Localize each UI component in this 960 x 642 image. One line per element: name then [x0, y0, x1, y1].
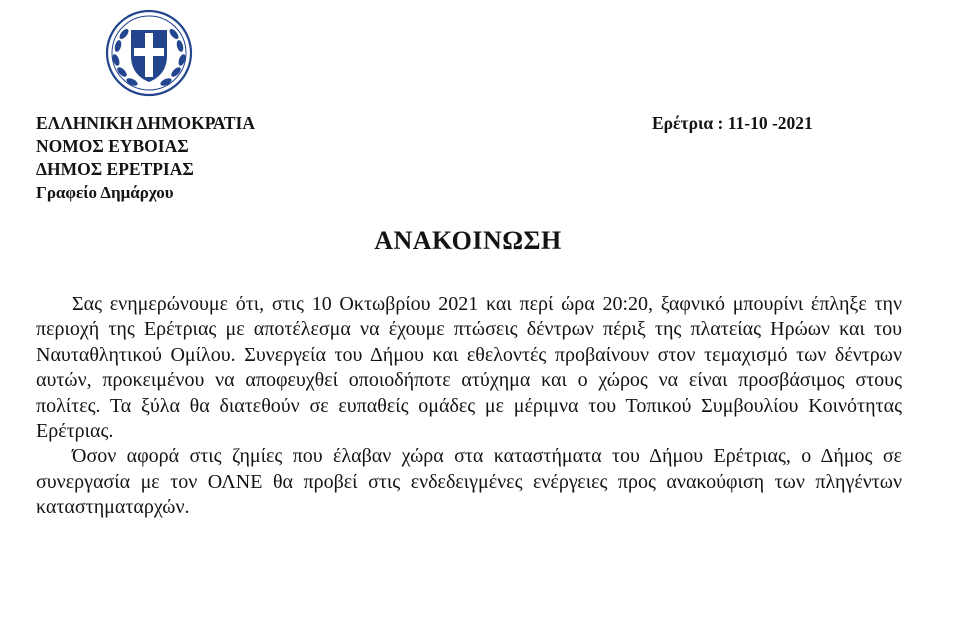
announcement-body — [36, 292, 902, 521]
document-date: Ερέτρια : 11-10 -2021 — [652, 113, 813, 133]
paragraph: Όσον αφορά στις ζημίες που έλαβαν χώρα στα καταστήματα του Δήμου Ερέτριας, ο Δήμος σε συνεργασία με τον ΟΛΝΕ θα προβεί στις ενδεδειγμένες ενέργειες προς ανακούφιση των πληγέντων καταστηματαρχών. — [36, 445, 902, 519]
issuer-prefecture: ΝΟΜΟΣ ΕΥΒΟΙΑΣ — [36, 136, 189, 156]
greek-coat-of-arms-icon — [104, 8, 194, 98]
issuer-office: Γραφείο Δημάρχου — [36, 183, 174, 202]
issuer-block — [36, 112, 255, 204]
page-title: ΑΝΑΚΟΙΝΩΣΗ — [374, 226, 562, 255]
issuer-country: ΕΛΛΗΝΙΚΗ ΔΗΜΟΚΡΑΤΙΑ — [36, 113, 255, 133]
issuer-municipality: ΔΗΜΟΣ ΕΡΕΤΡΙΑΣ — [36, 159, 194, 179]
paragraph: Σας ενημερώνουμε ότι, στις 10 Οκτωβρίου 2021 και περί ώρα 20:20, ξαφνικό μπουρίνι έπληξε την περιοχή της Ερέτριας με αποτέλεσμα να έχουμε πτώσεις δέντρων πέριξ της πλατείας Ηρώων και του Ναυταθλητικού Ομίλου. Συνεργεία του Δήμου και εθελοντές προβαίνουν στον τεμαχισμό των δέντρων αυτών, προκειμένου να αποφευχθεί οποιοδήποτε ατύχημα και ο χώρος να είναι προσβάσιμος στους πολίτες. Τα ξύλα θα διατεθούν σε ευπαθείς ομάδες με μέριμνα του Τοπικού Συμβουλίου Κοινότητας Ερέτριας. — [36, 293, 902, 443]
